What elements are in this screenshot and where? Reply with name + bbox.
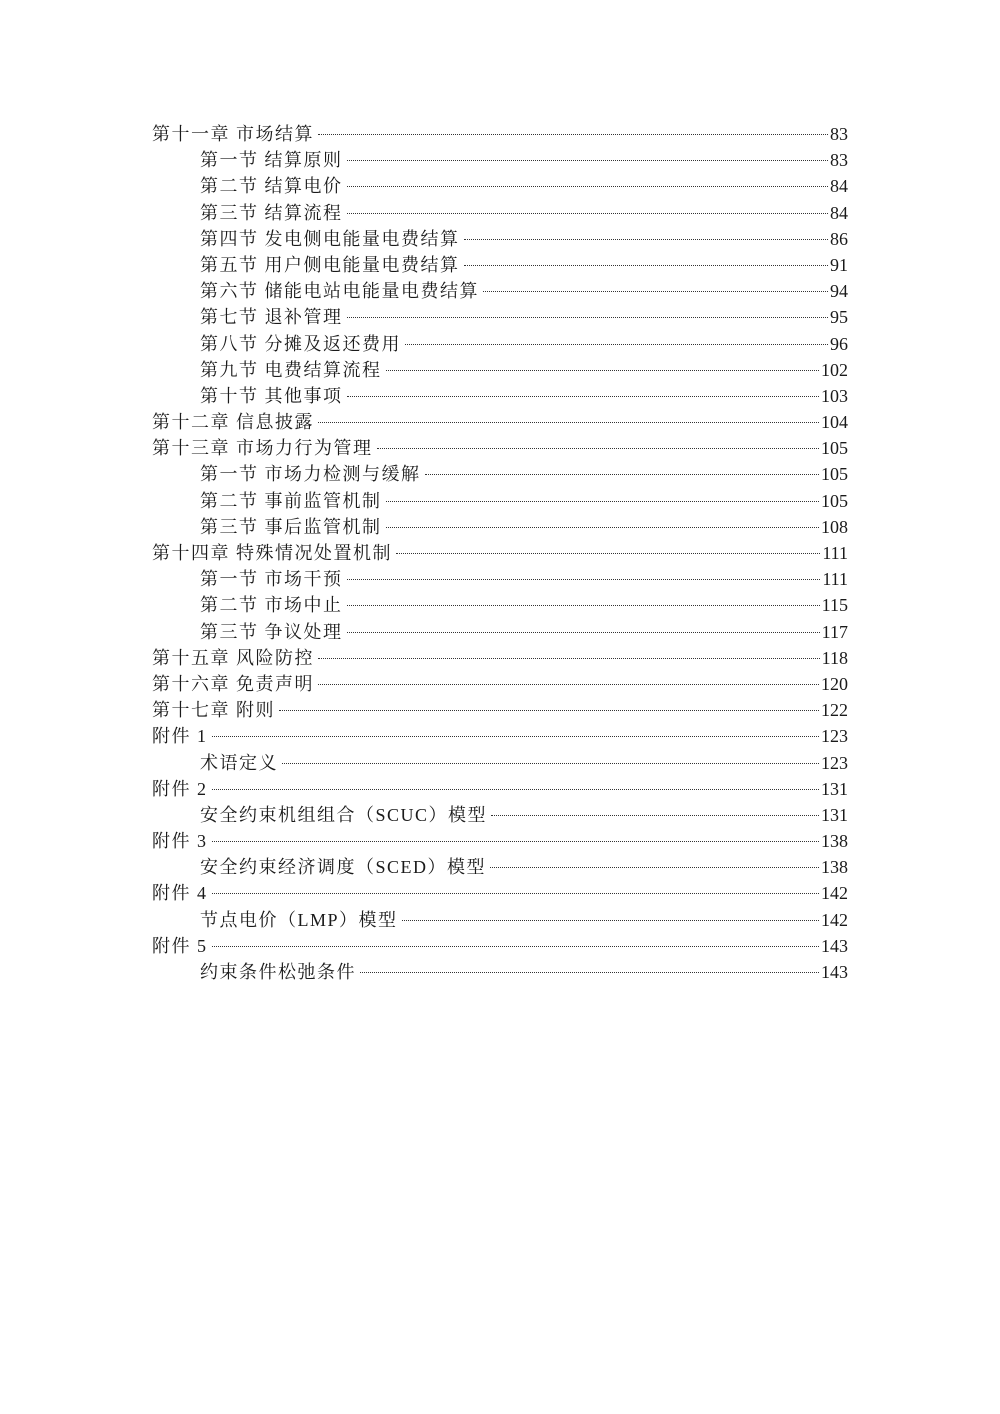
toc-chapter-entry[interactable] [152, 409, 848, 435]
toc-chapter-entry[interactable] [152, 933, 848, 959]
toc-page-number: 115 [821, 595, 848, 616]
toc-section-entry[interactable] [152, 252, 848, 278]
toc-chapter-entry[interactable] [152, 880, 848, 906]
toc-section-entry[interactable] [152, 357, 848, 383]
toc-entry-label: 第十二章 信息披露 [152, 412, 314, 433]
toc-dot-leader [212, 789, 820, 790]
toc-dot-leader [483, 291, 828, 292]
toc-section-entry[interactable] [152, 461, 848, 487]
toc-dot-leader [347, 186, 829, 187]
toc-page-number: 138 [821, 831, 848, 852]
toc-section-entry[interactable] [152, 802, 848, 828]
toc-dot-leader [347, 160, 829, 161]
toc-page-number: 91 [830, 254, 848, 275]
toc-page-number: 142 [821, 883, 848, 904]
toc-entry-label: 第五节 用户侧电能量电费结算 [200, 254, 460, 275]
toc-entry-label: 术语定义 [200, 752, 278, 773]
toc-page-number: 95 [830, 307, 848, 328]
toc-dot-leader [212, 893, 820, 894]
toc-entry-label: 第十五章 风险防控 [152, 647, 314, 668]
toc-entry-label: 第四节 发电侧电能量电费结算 [200, 228, 460, 249]
toc-page-number: 108 [821, 516, 848, 537]
toc-entry-label: 第二节 结算电价 [200, 176, 343, 197]
toc-section-entry[interactable] [152, 619, 848, 645]
toc-page-number: 131 [821, 804, 848, 825]
toc-page-number: 117 [821, 621, 848, 642]
toc-page-number: 122 [821, 700, 848, 721]
toc-dot-leader [464, 239, 829, 240]
toc-section-entry[interactable] [152, 278, 848, 304]
toc-dot-leader [318, 684, 819, 685]
toc-page-number: 143 [821, 962, 848, 982]
toc-section-entry[interactable] [152, 331, 848, 357]
toc-dot-leader [386, 527, 820, 528]
toc-section-entry[interactable] [152, 566, 848, 592]
toc-dot-leader [347, 396, 820, 397]
toc-dot-leader [425, 474, 820, 475]
toc-entry-label: 第二节 市场中止 [200, 595, 343, 616]
toc-dot-leader [212, 946, 820, 947]
toc-dot-leader [377, 448, 820, 449]
toc-chapter-entry[interactable] [152, 540, 848, 566]
toc-dot-leader [360, 972, 819, 973]
toc-dot-leader [464, 265, 829, 266]
toc-entry-label: 附件 3 [152, 831, 208, 852]
toc-page-number: 83 [830, 150, 848, 171]
toc-page-number: 131 [821, 778, 848, 799]
toc-entry-label: 第六节 储能电站电能量电费结算 [200, 281, 479, 302]
toc-dot-leader [347, 632, 820, 633]
toc-section-entry[interactable] [152, 383, 848, 409]
toc-section-entry[interactable] [152, 592, 848, 618]
toc-entry-label: 附件 2 [152, 778, 208, 799]
toc-entry-label: 第三节 事后监管机制 [200, 516, 382, 537]
toc-entry-label: 附件 5 [152, 935, 208, 956]
toc-entry-label: 附件 1 [152, 726, 208, 747]
toc-section-entry[interactable] [152, 854, 848, 880]
toc-page-number: 105 [821, 464, 848, 485]
toc-section-entry[interactable] [152, 514, 848, 540]
toc-page-number: 111 [822, 543, 848, 563]
toc-dot-leader [347, 579, 821, 580]
toc-chapter-entry[interactable] [152, 723, 848, 749]
toc-dot-leader [212, 841, 820, 842]
toc-dot-leader [491, 815, 819, 816]
toc-page-number: 103 [821, 385, 848, 406]
toc-page-number: 142 [821, 909, 848, 930]
toc-chapter-entry[interactable] [152, 435, 848, 461]
toc-entry-label: 第十三章 市场力行为管理 [152, 438, 373, 459]
toc-entry-label: 第十节 其他事项 [200, 385, 343, 406]
toc-entry-label: 第三节 争议处理 [200, 621, 343, 642]
toc-chapter-entry[interactable] [152, 776, 848, 802]
toc-entry-label: 第三节 结算流程 [200, 202, 343, 223]
toc-page-number: 138 [821, 857, 848, 878]
toc-section-entry[interactable] [152, 200, 848, 226]
toc-page-number: 104 [821, 412, 848, 433]
toc-page-number: 123 [821, 752, 848, 773]
toc-dot-leader [318, 134, 828, 135]
toc-page-number: 118 [821, 647, 848, 668]
toc-entry-label: 第二节 事前监管机制 [200, 490, 382, 511]
toc-page-number: 84 [830, 176, 848, 197]
toc-entry-label: 第一节 市场力检测与缓解 [200, 464, 421, 485]
toc-section-entry[interactable] [152, 907, 848, 933]
toc-chapter-entry[interactable] [152, 671, 848, 697]
toc-entry-label: 附件 4 [152, 883, 208, 904]
toc-dot-leader [212, 736, 820, 737]
toc-entry-label: 第九节 电费结算流程 [200, 359, 382, 380]
toc-entry-label: 第七节 退补管理 [200, 307, 343, 328]
toc-section-entry[interactable] [152, 488, 848, 514]
toc-section-entry[interactable] [152, 173, 848, 199]
toc-dot-leader [386, 370, 820, 371]
toc-entry-label: 约束条件松弛条件 [200, 962, 356, 982]
toc-dot-leader [318, 658, 820, 659]
toc-entry-label: 第十六章 免责声明 [152, 673, 314, 694]
toc-dot-leader [282, 763, 819, 764]
toc-page-number: 123 [821, 726, 848, 747]
toc-section-entry[interactable] [152, 304, 848, 330]
toc-page-number: 105 [821, 490, 848, 511]
toc-dot-leader [318, 422, 819, 423]
toc-dot-leader [386, 501, 820, 502]
toc-entry-label: 节点电价（LMP）模型 [200, 909, 398, 930]
toc-entry-label: 第一节 结算原则 [200, 150, 343, 171]
toc-dot-leader [347, 317, 829, 318]
toc-entry-label: 第十四章 特殊情况处置机制 [152, 543, 392, 563]
toc-page-number: 143 [821, 935, 848, 956]
toc-entry-label: 第十一章 市场结算 [152, 124, 314, 144]
toc-page-number: 102 [821, 359, 848, 380]
toc-page-number: 111 [822, 569, 848, 590]
toc-entry-label: 第八节 分摊及返还费用 [200, 333, 401, 354]
toc-dot-leader [490, 867, 819, 868]
toc-dot-leader [402, 920, 819, 921]
toc-dot-leader [347, 213, 829, 214]
toc-section-entry[interactable] [152, 226, 848, 252]
toc-entry-label: 第一节 市场干预 [200, 569, 343, 590]
toc-chapter-entry[interactable] [152, 121, 848, 147]
toc-page-number: 83 [830, 124, 848, 144]
toc-section-entry[interactable] [152, 750, 848, 776]
toc-section-entry[interactable] [152, 147, 848, 173]
toc-page-number: 86 [830, 228, 848, 249]
toc-chapter-entry[interactable] [152, 697, 848, 723]
toc-page-number: 96 [830, 333, 848, 354]
toc-page-number: 120 [821, 673, 848, 694]
toc-dot-leader [405, 344, 828, 345]
table-of-contents [152, 121, 848, 985]
toc-page-number: 105 [821, 438, 848, 459]
toc-section-entry[interactable] [152, 959, 848, 985]
toc-dot-leader [347, 605, 820, 606]
toc-dot-leader [279, 710, 819, 711]
toc-page-number: 84 [830, 202, 848, 223]
toc-entry-label: 第十七章 附则 [152, 700, 275, 721]
toc-chapter-entry[interactable] [152, 828, 848, 854]
toc-dot-leader [396, 553, 820, 554]
toc-entry-label: 安全约束机组组合（SCUC）模型 [200, 804, 488, 825]
toc-page-number: 94 [830, 281, 848, 302]
toc-entry-label: 安全约束经济调度（SCED）模型 [200, 857, 487, 878]
toc-chapter-entry[interactable] [152, 645, 848, 671]
